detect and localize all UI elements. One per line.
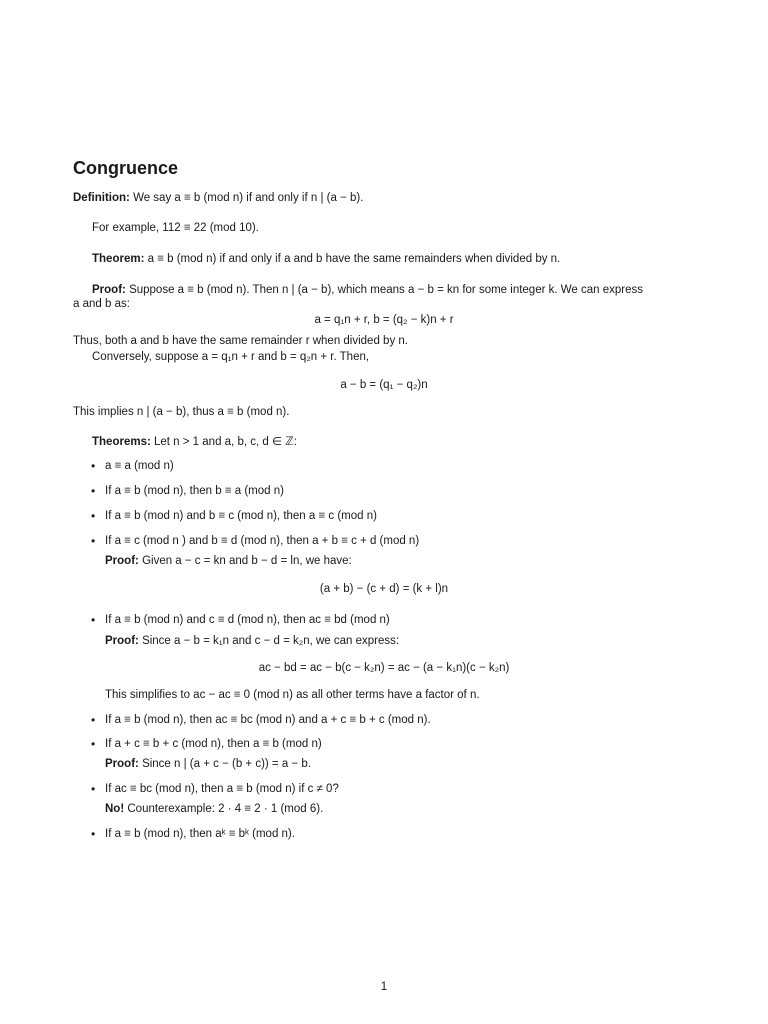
- theorem-item-7: If a + c ≡ b + c (mod n), then a ≡ b (mod n): [105, 738, 322, 750]
- item-5-proof: [105, 634, 399, 649]
- section-title: Congruence: [73, 158, 179, 178]
- page-number: 1: [380, 981, 388, 993]
- proof-line-1: [92, 283, 643, 298]
- bullet-marker: •: [91, 827, 96, 841]
- proof-line-5: This implies n | (a − b), thus a ≡ b (mod n).: [73, 406, 290, 418]
- item-7-proof-label: Proof:: [105, 758, 139, 770]
- item-7-proof: [105, 757, 311, 772]
- definition-label: Definition:: [73, 192, 130, 204]
- bullet-marker: •: [91, 509, 96, 523]
- proof-text: Suppose a ≡ b (mod n). Then n | (a − b), which means a − b = kn for some integer k. We can express: [129, 284, 643, 296]
- theorem-item-6: If a ≡ b (mod n), then ac ≡ bc (mod n) and a + c ≡ b + c (mod n).: [105, 714, 431, 726]
- theorem-item-4: If a ≡ c (mod n ) and b ≡ d (mod n), then a + b ≡ c + d (mod n): [105, 535, 420, 547]
- bullet-marker: •: [91, 459, 96, 473]
- item-5-proof-label: Proof:: [105, 635, 139, 647]
- item-4-equation: (a + b) − (c + d) = (k + l)n: [319, 583, 449, 595]
- theorem-item-2: If a ≡ b (mod n), then b ≡ a (mod n): [105, 485, 284, 497]
- proof-line-2: a and b as:: [73, 298, 130, 310]
- item-7-proof-text: Since n | (a + c − (b + c)) = a − b.: [142, 758, 311, 770]
- bullet-marker: •: [91, 737, 96, 751]
- definition-line: [73, 191, 363, 206]
- item-4-proof: [105, 554, 352, 569]
- theorems-intro: Let n > 1 and a, b, c, d ∈ ℤ:: [154, 436, 297, 448]
- item-8-answer-text: Counterexample: 2 · 4 ≡ 2 · 1 (mod 6).: [127, 803, 324, 815]
- proof-label: Proof:: [92, 284, 126, 296]
- theorem-item-3: If a ≡ b (mod n) and b ≡ c (mod n), then a ≡ c (mod n): [105, 510, 377, 522]
- theorem-line: [92, 252, 560, 267]
- bullet-marker: •: [91, 484, 96, 498]
- proof-equation-1: a = q₁n + r, b = (q₂ − k)n + r: [314, 314, 454, 326]
- bullet-marker: •: [91, 782, 96, 796]
- proof-line-3: Thus, both a and b have the same remainder r when divided by n.: [73, 335, 408, 347]
- theorem-item-5: If a ≡ b (mod n) and c ≡ d (mod n), then ac ≡ bd (mod n): [105, 614, 390, 626]
- item-8-answer: [105, 802, 323, 817]
- proof-equation-2: a − b = (q₁ − q₂)n: [340, 379, 428, 391]
- theorem-text: a ≡ b (mod n) if and only if a and b have the same remainders when divided by n.: [147, 253, 561, 265]
- item-5-note: This simplifies to ac − ac ≡ 0 (mod n) as all other terms have a factor of n.: [105, 689, 480, 701]
- bullet-marker: •: [91, 534, 96, 548]
- theorem-item-1: a ≡ a (mod n): [105, 460, 174, 472]
- proof-line-4: Conversely, suppose a = q₁n + r and b = q₂n + r. Then,: [92, 351, 370, 363]
- theorem-item-9: If a ≡ b (mod n), then aᵏ ≡ bᵏ (mod n).: [105, 828, 295, 840]
- theorem-label: Theorem:: [92, 253, 145, 265]
- example-line: For example, 112 ≡ 22 (mod 10).: [92, 222, 259, 234]
- item-4-proof-text: Given a − c = kn and b − d = ln, we have:: [142, 555, 352, 567]
- bullet-marker: •: [91, 613, 96, 627]
- item-8-answer-label: No!: [105, 803, 125, 815]
- bullet-marker: •: [91, 713, 96, 727]
- item-5-equation: ac − bd = ac − b(c − k₂n) = ac − (a − k₁n)(c − k₂n): [258, 662, 510, 674]
- theorems-line: [92, 435, 297, 450]
- definition-text: We say a ≡ b (mod n) if and only if n | (a − b).: [133, 192, 364, 204]
- theorem-item-8: If ac ≡ bc (mod n), then a ≡ b (mod n) if c ≠ 0?: [105, 783, 339, 795]
- theorems-label: Theorems:: [92, 436, 151, 448]
- item-4-proof-label: Proof:: [105, 555, 139, 567]
- item-5-proof-text: Since a − b = k₁n and c − d = k₂n, we can express:: [142, 635, 400, 647]
